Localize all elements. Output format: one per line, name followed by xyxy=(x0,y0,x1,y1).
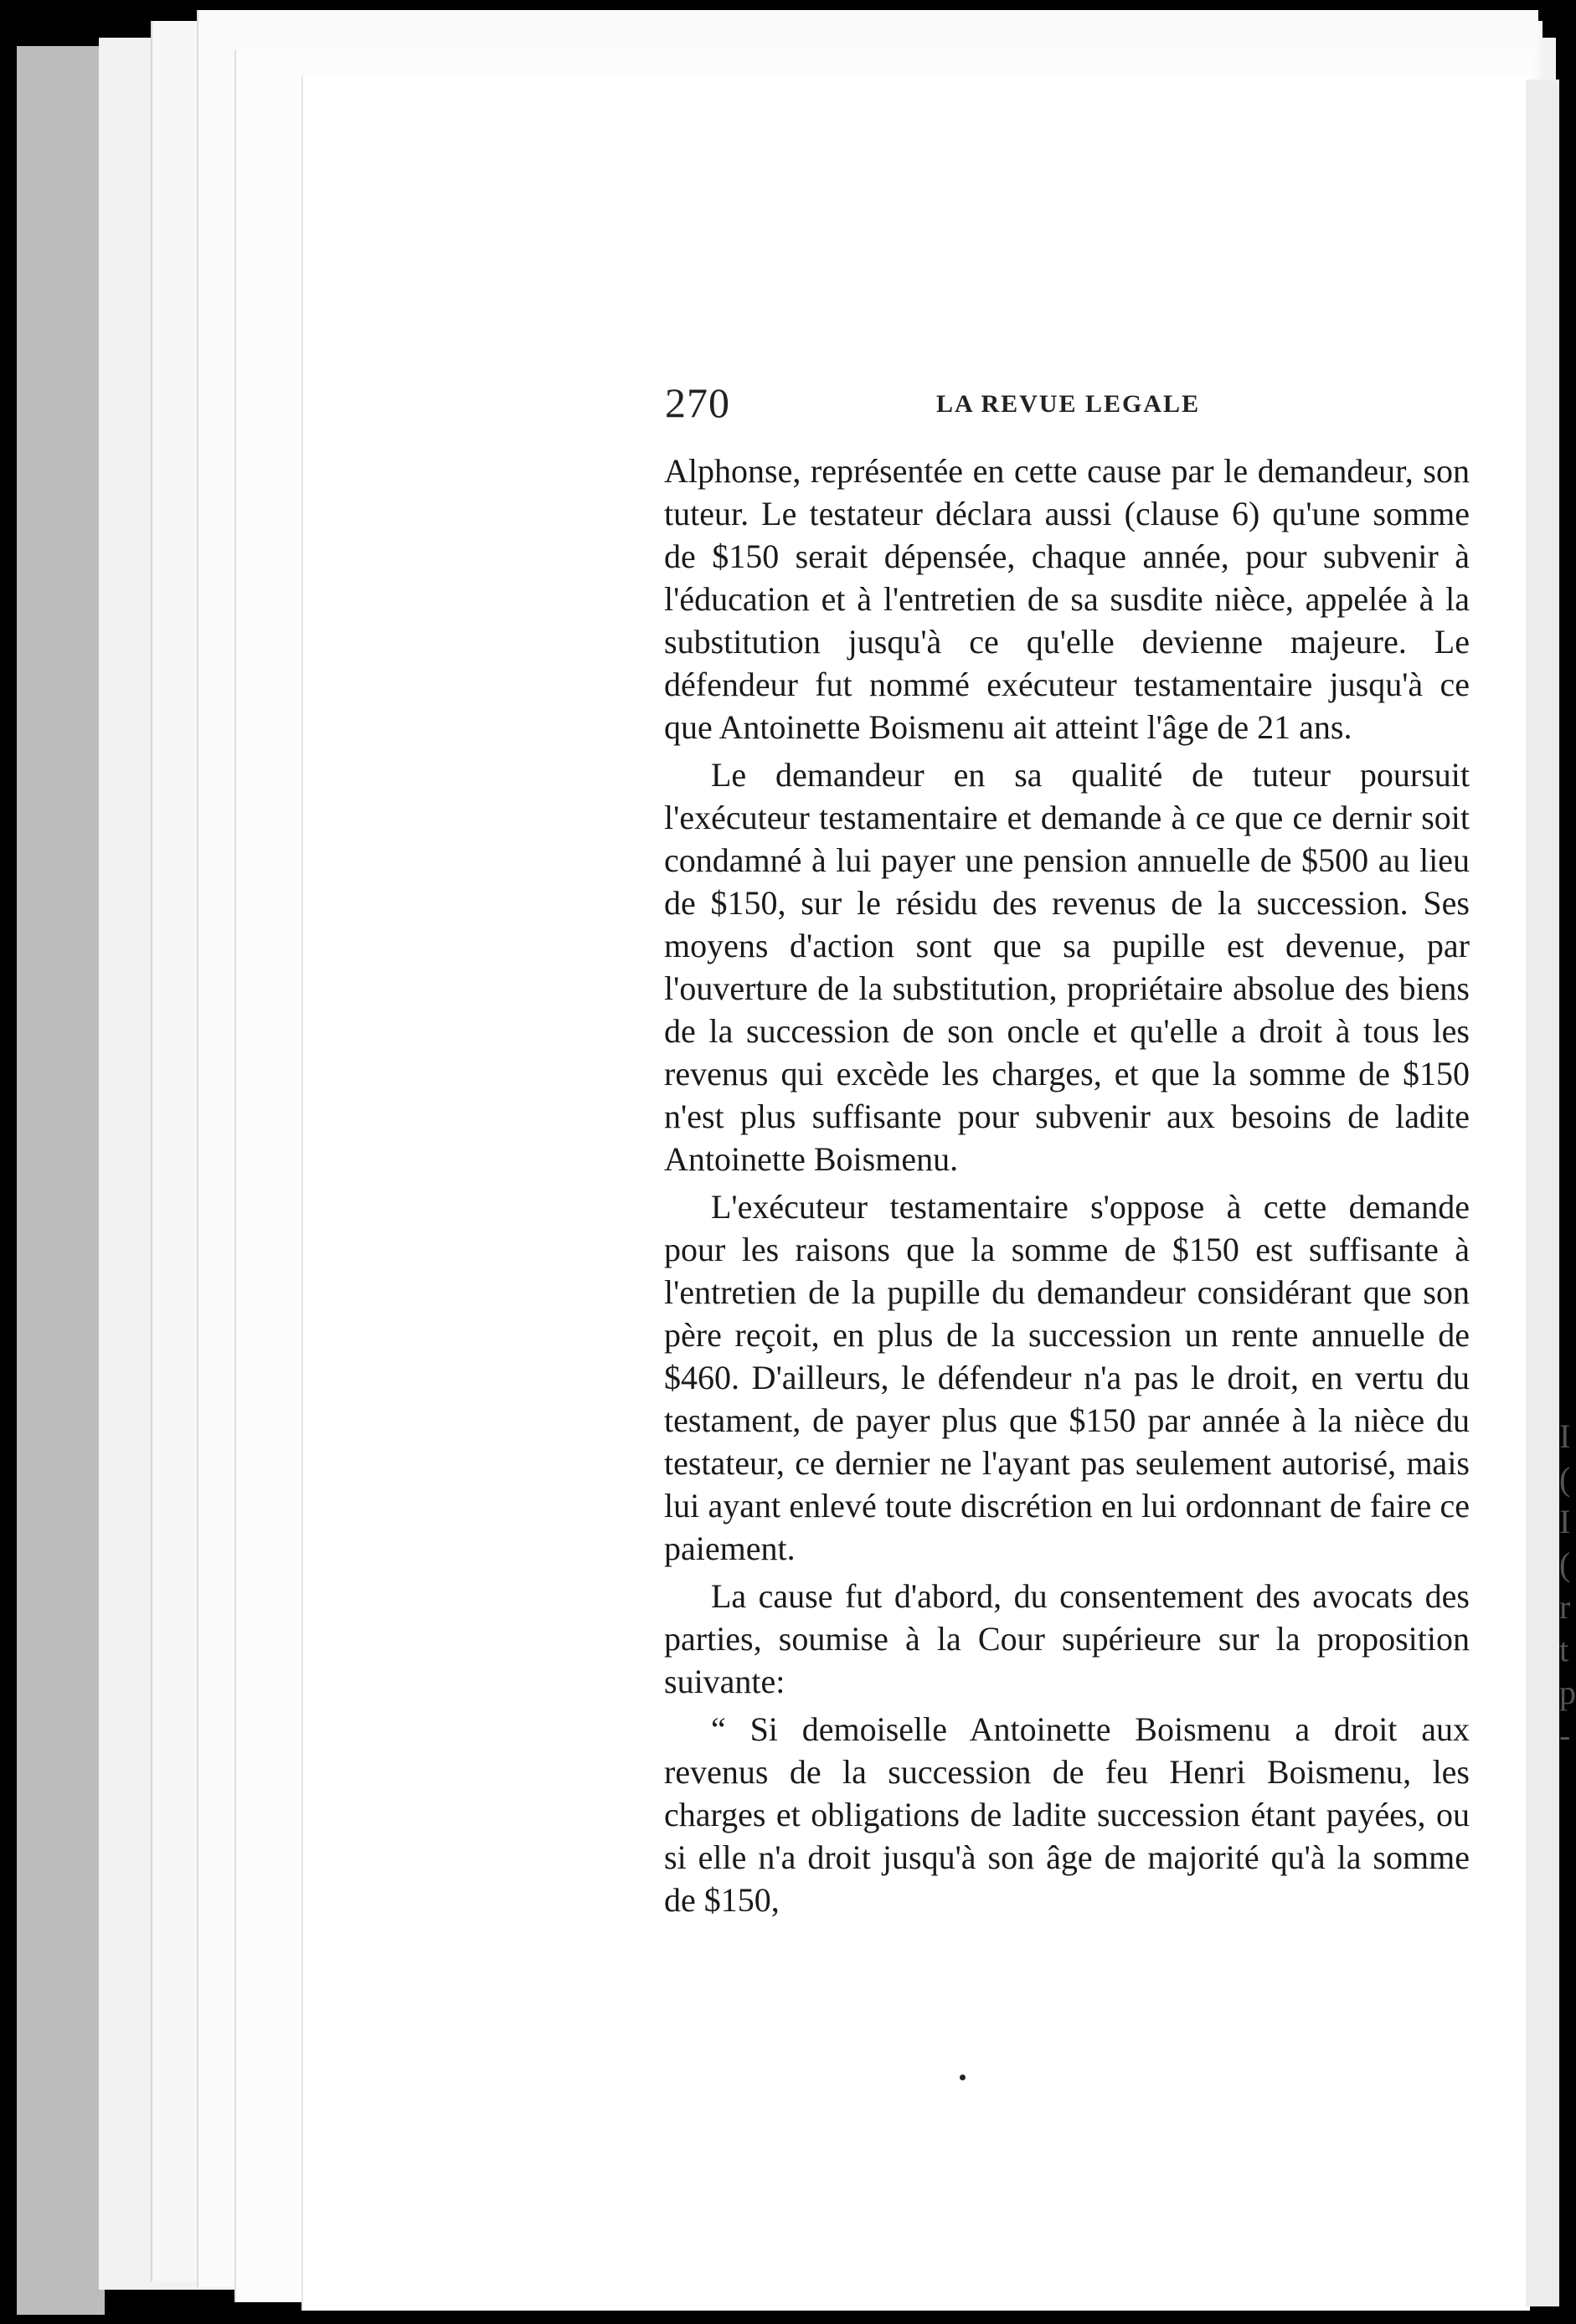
running-head: LA REVUE LEGALE xyxy=(936,390,1201,418)
facing-page-bleed-letters: I ( I ( r t p - xyxy=(1559,1417,1576,1754)
facing-page-edge xyxy=(1526,80,1559,2306)
book-edge-left xyxy=(17,46,105,2315)
quoted-paragraph: “ Si demoiselle Antoinette Boismenu a droit aux revenus de la succession de feu Henri Boismenu, les charges et obligations de ladite succession étant payées, ou si elle n'a droit jusqu'à son âge de majorité qu'à la somme de $150, xyxy=(664,1710,1470,1919)
paragraph: La cause fut d'abord, du consentement des avocats des parties, soumise à la Cour supérieure sur la proposition suivante: xyxy=(664,1577,1470,1700)
body-text xyxy=(664,450,1470,1926)
paragraph: Le demandeur en sa qualité de tuteur poursuit l'exécuteur testamentaire et demande à ce que ce dernir soit condamné à lui payer une pension annuelle de $500 au lieu de $150, sur le résidu des revenus de la succession. Ses moyens d'action sont que sa pupille est devenue, par l'ouverture de la substitution, propriétaire absolue des biens de la succession de son oncle et qu'elle a droit à tous les revenus qui excède les charges, et que la somme de $150 n'est plus suffisante pour subvenir aux besoins de ladite Antoinette Boismenu. xyxy=(664,756,1470,1178)
paragraph: L'exécuteur testamentaire s'oppose à cette demande pour les raisons que la somme de $150 est suffisante à l'entretien de la pupille du demandeur considérant que son père reçoit, en plus de la succession un rente annuelle de $460. D'ailleurs, le défendeur n'a pas le droit, en vertu du testament, de payer plus que $150 par année à la nièce du testateur, ce dernier ne l'ayant pas seulement autorisé, mais lui ayant enlevé toute discrétion en lui ordonnant de faire ce paiement. xyxy=(664,1188,1470,1567)
scan-speck xyxy=(960,2075,966,2080)
paragraph: Alphonse, représentée en cette cause par le demandeur, son tuteur. Le testateur déclara aussi (clause 6) qu'une somme de $150 serait dépensée, chaque année, pour subvenir à l'éducation et à l'entretien de sa susdite nièce, appelée à la substitution jusqu'à ce qu'elle devienne majeure. Le défendeur fut nommé exécuteur testamentaire jusqu'à ce que Antoinette Boismenu ait atteint l'âge de 21 ans. xyxy=(664,452,1470,746)
page-number: 270 xyxy=(665,379,730,426)
